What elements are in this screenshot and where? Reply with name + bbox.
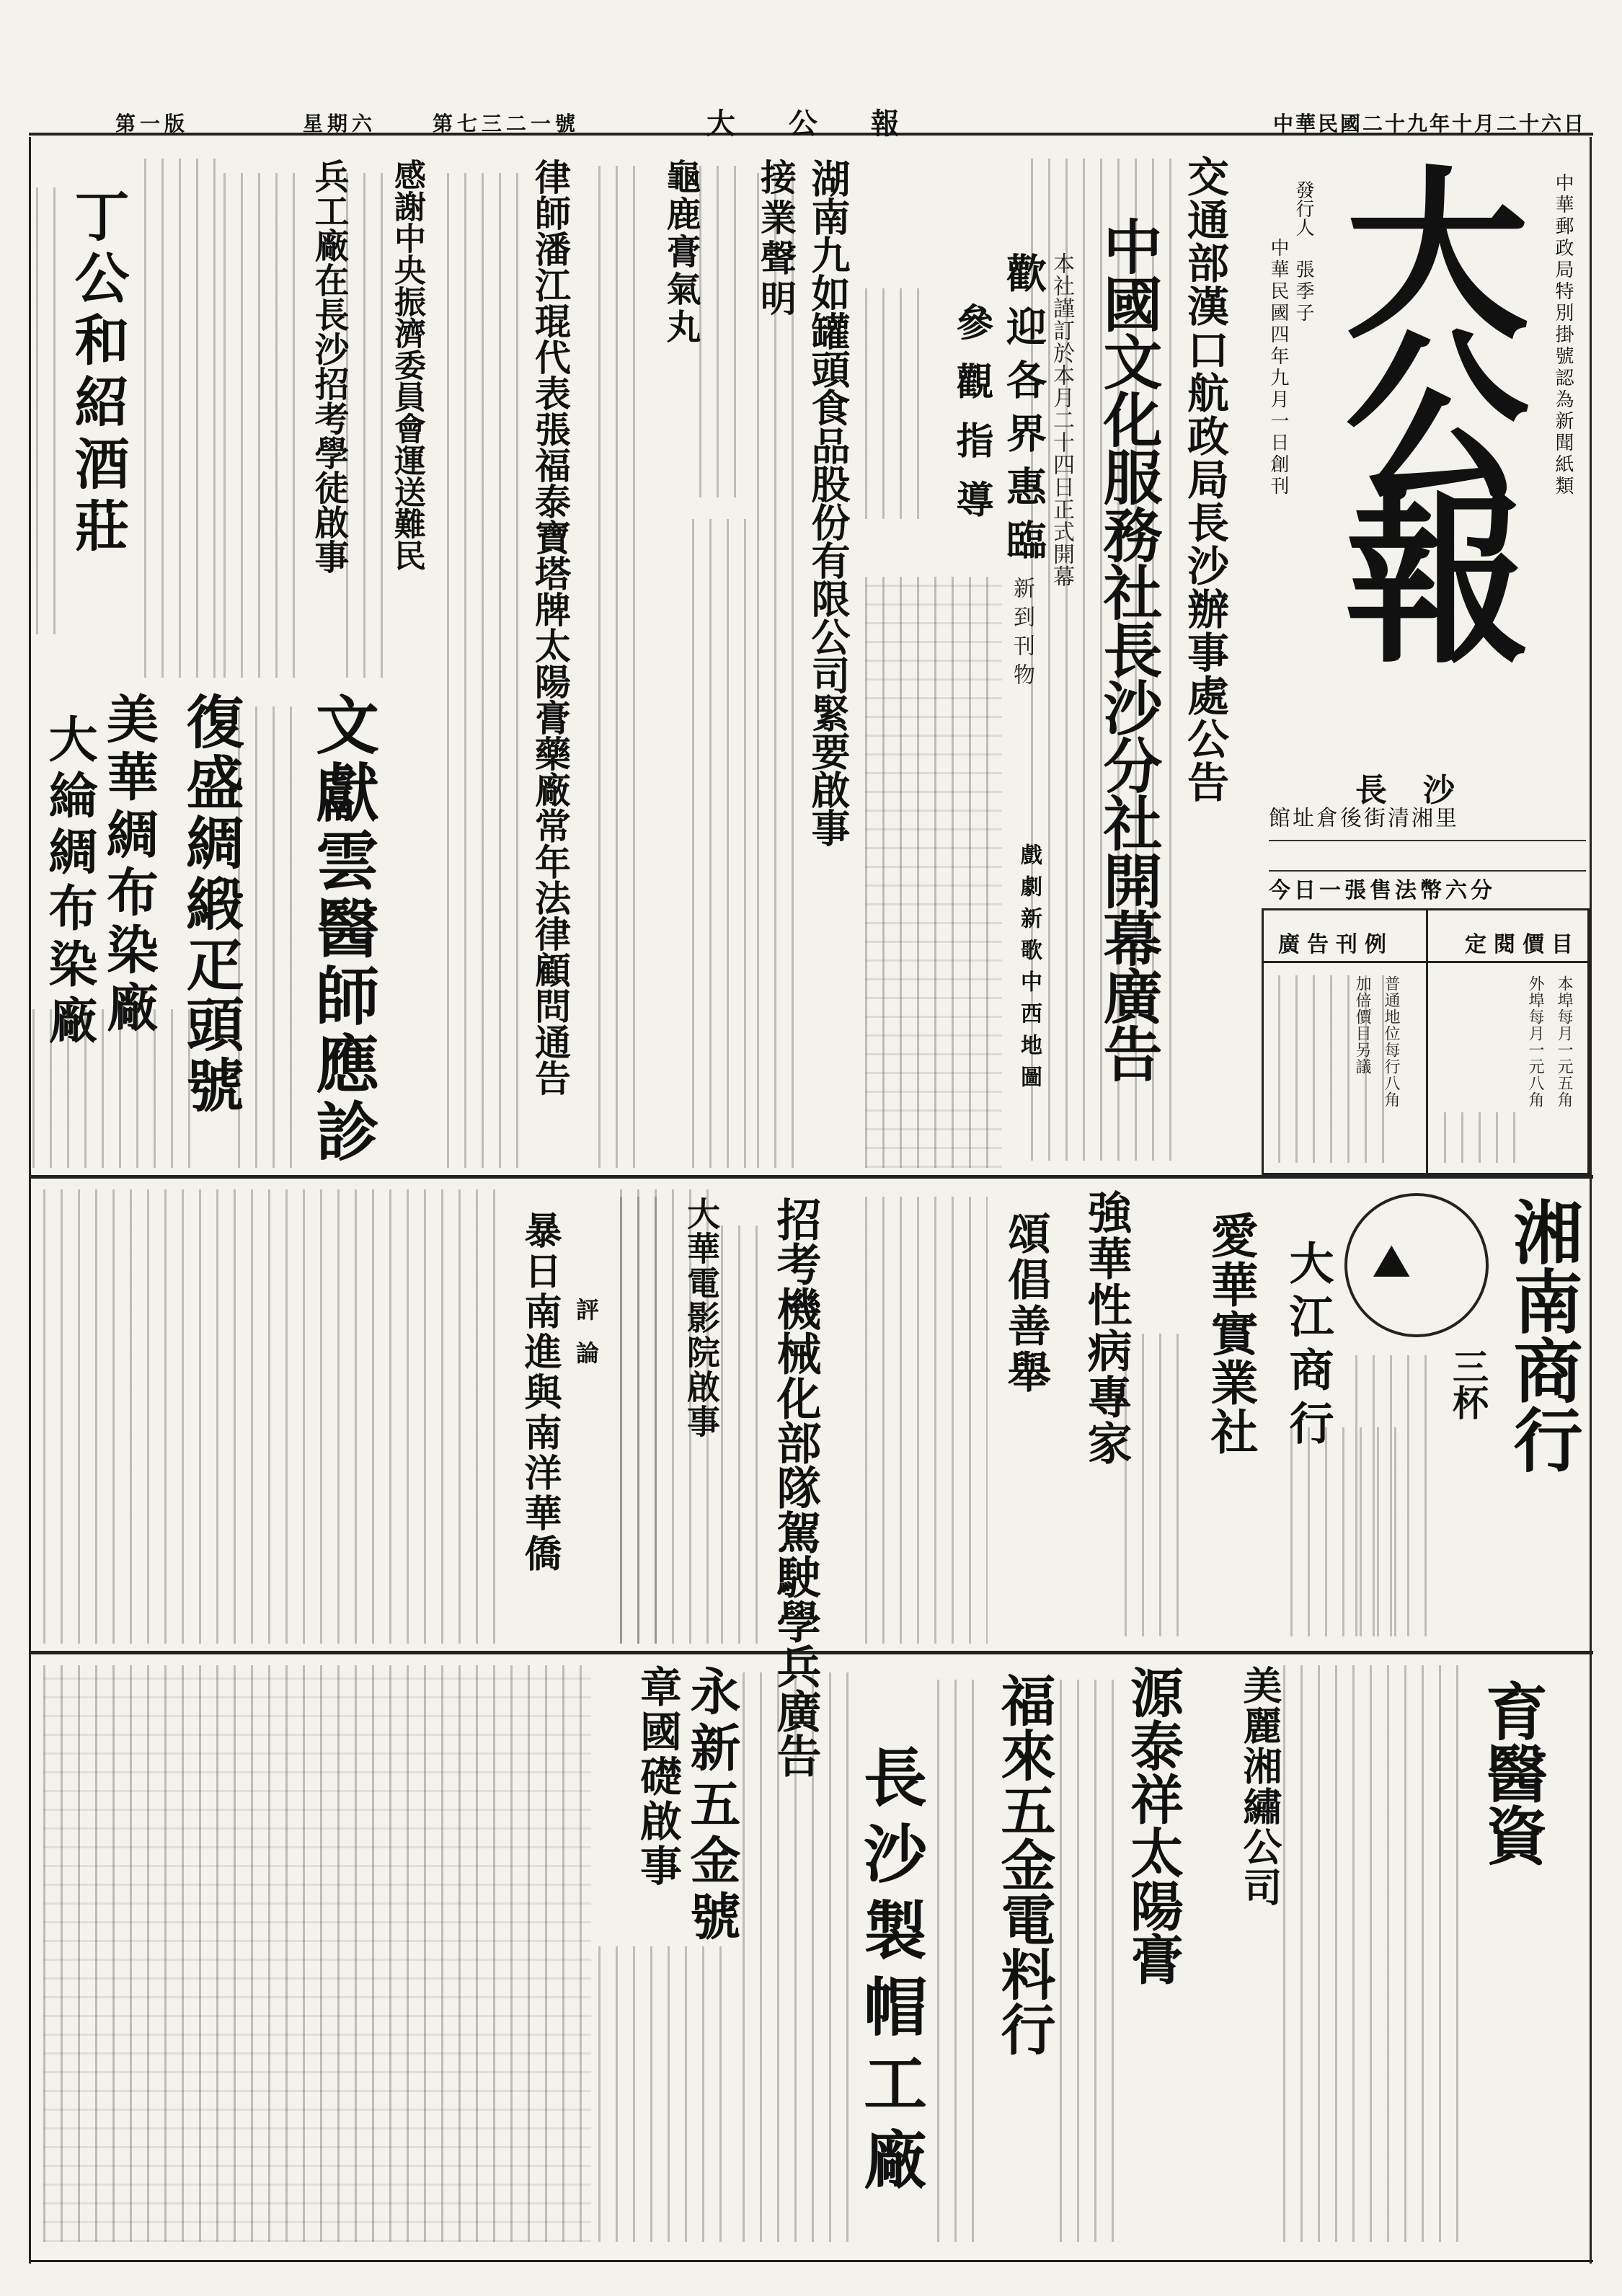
culture-note: 本社謹訂於本月二十四日正式開幕 (1049, 252, 1074, 588)
frame-bottom (29, 2260, 1593, 2262)
yuantai-ad: 源泰祥太陽膏 (1122, 1665, 1184, 1985)
hunan-title: 湖南九如罐頭食品股份有限公司緊要啟事 (805, 159, 851, 846)
rate-header-ads: 廣告刊例 (1278, 932, 1393, 957)
founder-label: 發行人 (1293, 180, 1314, 236)
rate-line-1: 本埠每月一元五角 (1555, 975, 1573, 1108)
notice-title: 交通部漢口航政局長沙辦事處公告 (1180, 155, 1229, 804)
address: 館址倉後街清湘里 (1269, 806, 1459, 831)
turtle-body (598, 166, 649, 1168)
lawyer-title: 律師潘江琨代表張福泰寶塔牌太陽膏藥廠常年法律顧問通告 (529, 159, 572, 1096)
postal-note: 中華郵政局特別掛號認為新聞紙類 (1552, 173, 1574, 497)
new-periodicals: 新到刊物 (1009, 577, 1034, 692)
editorial-body-left (43, 1189, 505, 1644)
hat-body (743, 1672, 851, 2242)
factory-body (223, 173, 303, 678)
edition: 第一版 (115, 112, 190, 136)
takeover-body (699, 166, 743, 497)
hunan-lower-body (692, 519, 757, 1168)
yuxing-body (1370, 1665, 1463, 2242)
zhangguo-notice: 章國礎啟事 (633, 1665, 682, 1889)
strong-clinic: 強華性病專家 (1080, 1189, 1133, 1466)
dinggong-ad: 丁公和紹酒莊 (66, 187, 130, 559)
xiangnan-ad: 湘南商行 (1502, 1197, 1584, 1473)
rate-line-2: 外埠每月一元八角 (1526, 975, 1544, 1108)
founder: 張季子 (1293, 260, 1314, 324)
aihua-ad: 愛華實業社 (1202, 1211, 1259, 1456)
committee-title: 感謝中央振濟委員會運送難民 (389, 159, 425, 571)
mountain-icon: ⛰ (1373, 1236, 1410, 1287)
fulai-ad: 福來五金電料行 (992, 1672, 1056, 2056)
left-top-body (144, 159, 216, 678)
yongxin-ad: 永新五金號 (682, 1665, 742, 1946)
rate-header-subscription: 定閱價目 (1465, 932, 1580, 957)
frame-right (1590, 137, 1592, 2264)
editorial-label: 評論 (572, 1298, 600, 1384)
yuantai-body (1060, 1680, 1117, 2242)
frame-left (29, 137, 31, 2264)
changsha-hat: 長沙製帽工廠 (854, 1745, 929, 2203)
editorial-title: 暴日南進與南洋華僑 (518, 1211, 562, 1574)
founded-date: 中華民國四年九月一日創刊 (1267, 238, 1289, 497)
meihua-ad: 美華綢布染廠 (98, 692, 159, 1038)
wen-body (238, 706, 303, 1168)
rate-line-4: 加倍價目另議 (1353, 975, 1371, 1075)
price: 今日一張售法幣六分 (1269, 878, 1496, 903)
registration (1269, 840, 1586, 872)
meili-body (1283, 1665, 1355, 2242)
lawyer-body (447, 173, 519, 1168)
masthead-title: 大公報 (1313, 159, 1528, 645)
rate-table (1262, 908, 1590, 1175)
city: 長沙 (1355, 772, 1491, 809)
factory-title: 兵工廠在長沙招考學徒啟事 (309, 159, 349, 574)
dahua-body (620, 1197, 670, 1644)
culture-sub-visit: 參觀指導 (949, 303, 993, 539)
fusheng-ad: 復盛綢緞疋頭號 (177, 692, 244, 1116)
meili-ad: 美麗湘繡公司 (1237, 1665, 1283, 1907)
drama-maps: 戲劇新歌中西地圖 (1016, 843, 1042, 1097)
divider-middle (29, 1175, 1593, 1179)
yuxing-ad: 育醫資 (1475, 1680, 1548, 1866)
culture-body (865, 288, 930, 519)
three-cups: 三杯 (1447, 1348, 1489, 1420)
culture-title: 中國文化服務社長沙分社開幕廣告 (1094, 216, 1163, 1081)
dajiang-ad: 大江商行 (1282, 1240, 1334, 1453)
aihua-body (1125, 1334, 1189, 1636)
dahua-cinema: 大華電影院啟事 (682, 1197, 721, 1439)
dinggong-body (36, 187, 65, 634)
issue-number: 第七三二一號 (433, 112, 580, 136)
hunan-body (757, 173, 800, 1168)
left-ad-body (32, 1009, 198, 1168)
turtle-pill: 龜鹿膏氣丸 (660, 159, 701, 346)
zhangguo-body (598, 1946, 728, 2242)
machine-recruit: 招考機械化部隊駕駛學兵廣告 (769, 1197, 822, 1778)
machine-body (721, 1225, 764, 1644)
song-ad: 頌倡善舉 (1001, 1211, 1051, 1396)
dalun-ad: 大綸綢布染廠 (40, 714, 98, 1051)
wen-doctor: 文獻雲醫師應診 (306, 692, 381, 1166)
fulai-body (937, 1680, 988, 2242)
takeover-title: 接業聲明 (755, 159, 797, 320)
xiangnan-logo (1344, 1193, 1489, 1337)
xiangnan-body (1355, 1355, 1427, 1636)
culture-sub-welcome: 歡迎各界惠臨 (1000, 252, 1047, 572)
weekday: 星期六 (303, 112, 377, 136)
song-body (865, 1197, 988, 1644)
committee-body (346, 173, 389, 678)
rate-line-3: 普通地位每行八角 (1382, 975, 1400, 1108)
date-line: 中華民國二十九年十月二十六日 (1272, 112, 1586, 136)
paper-name-small: 大 公 報 (706, 107, 921, 141)
